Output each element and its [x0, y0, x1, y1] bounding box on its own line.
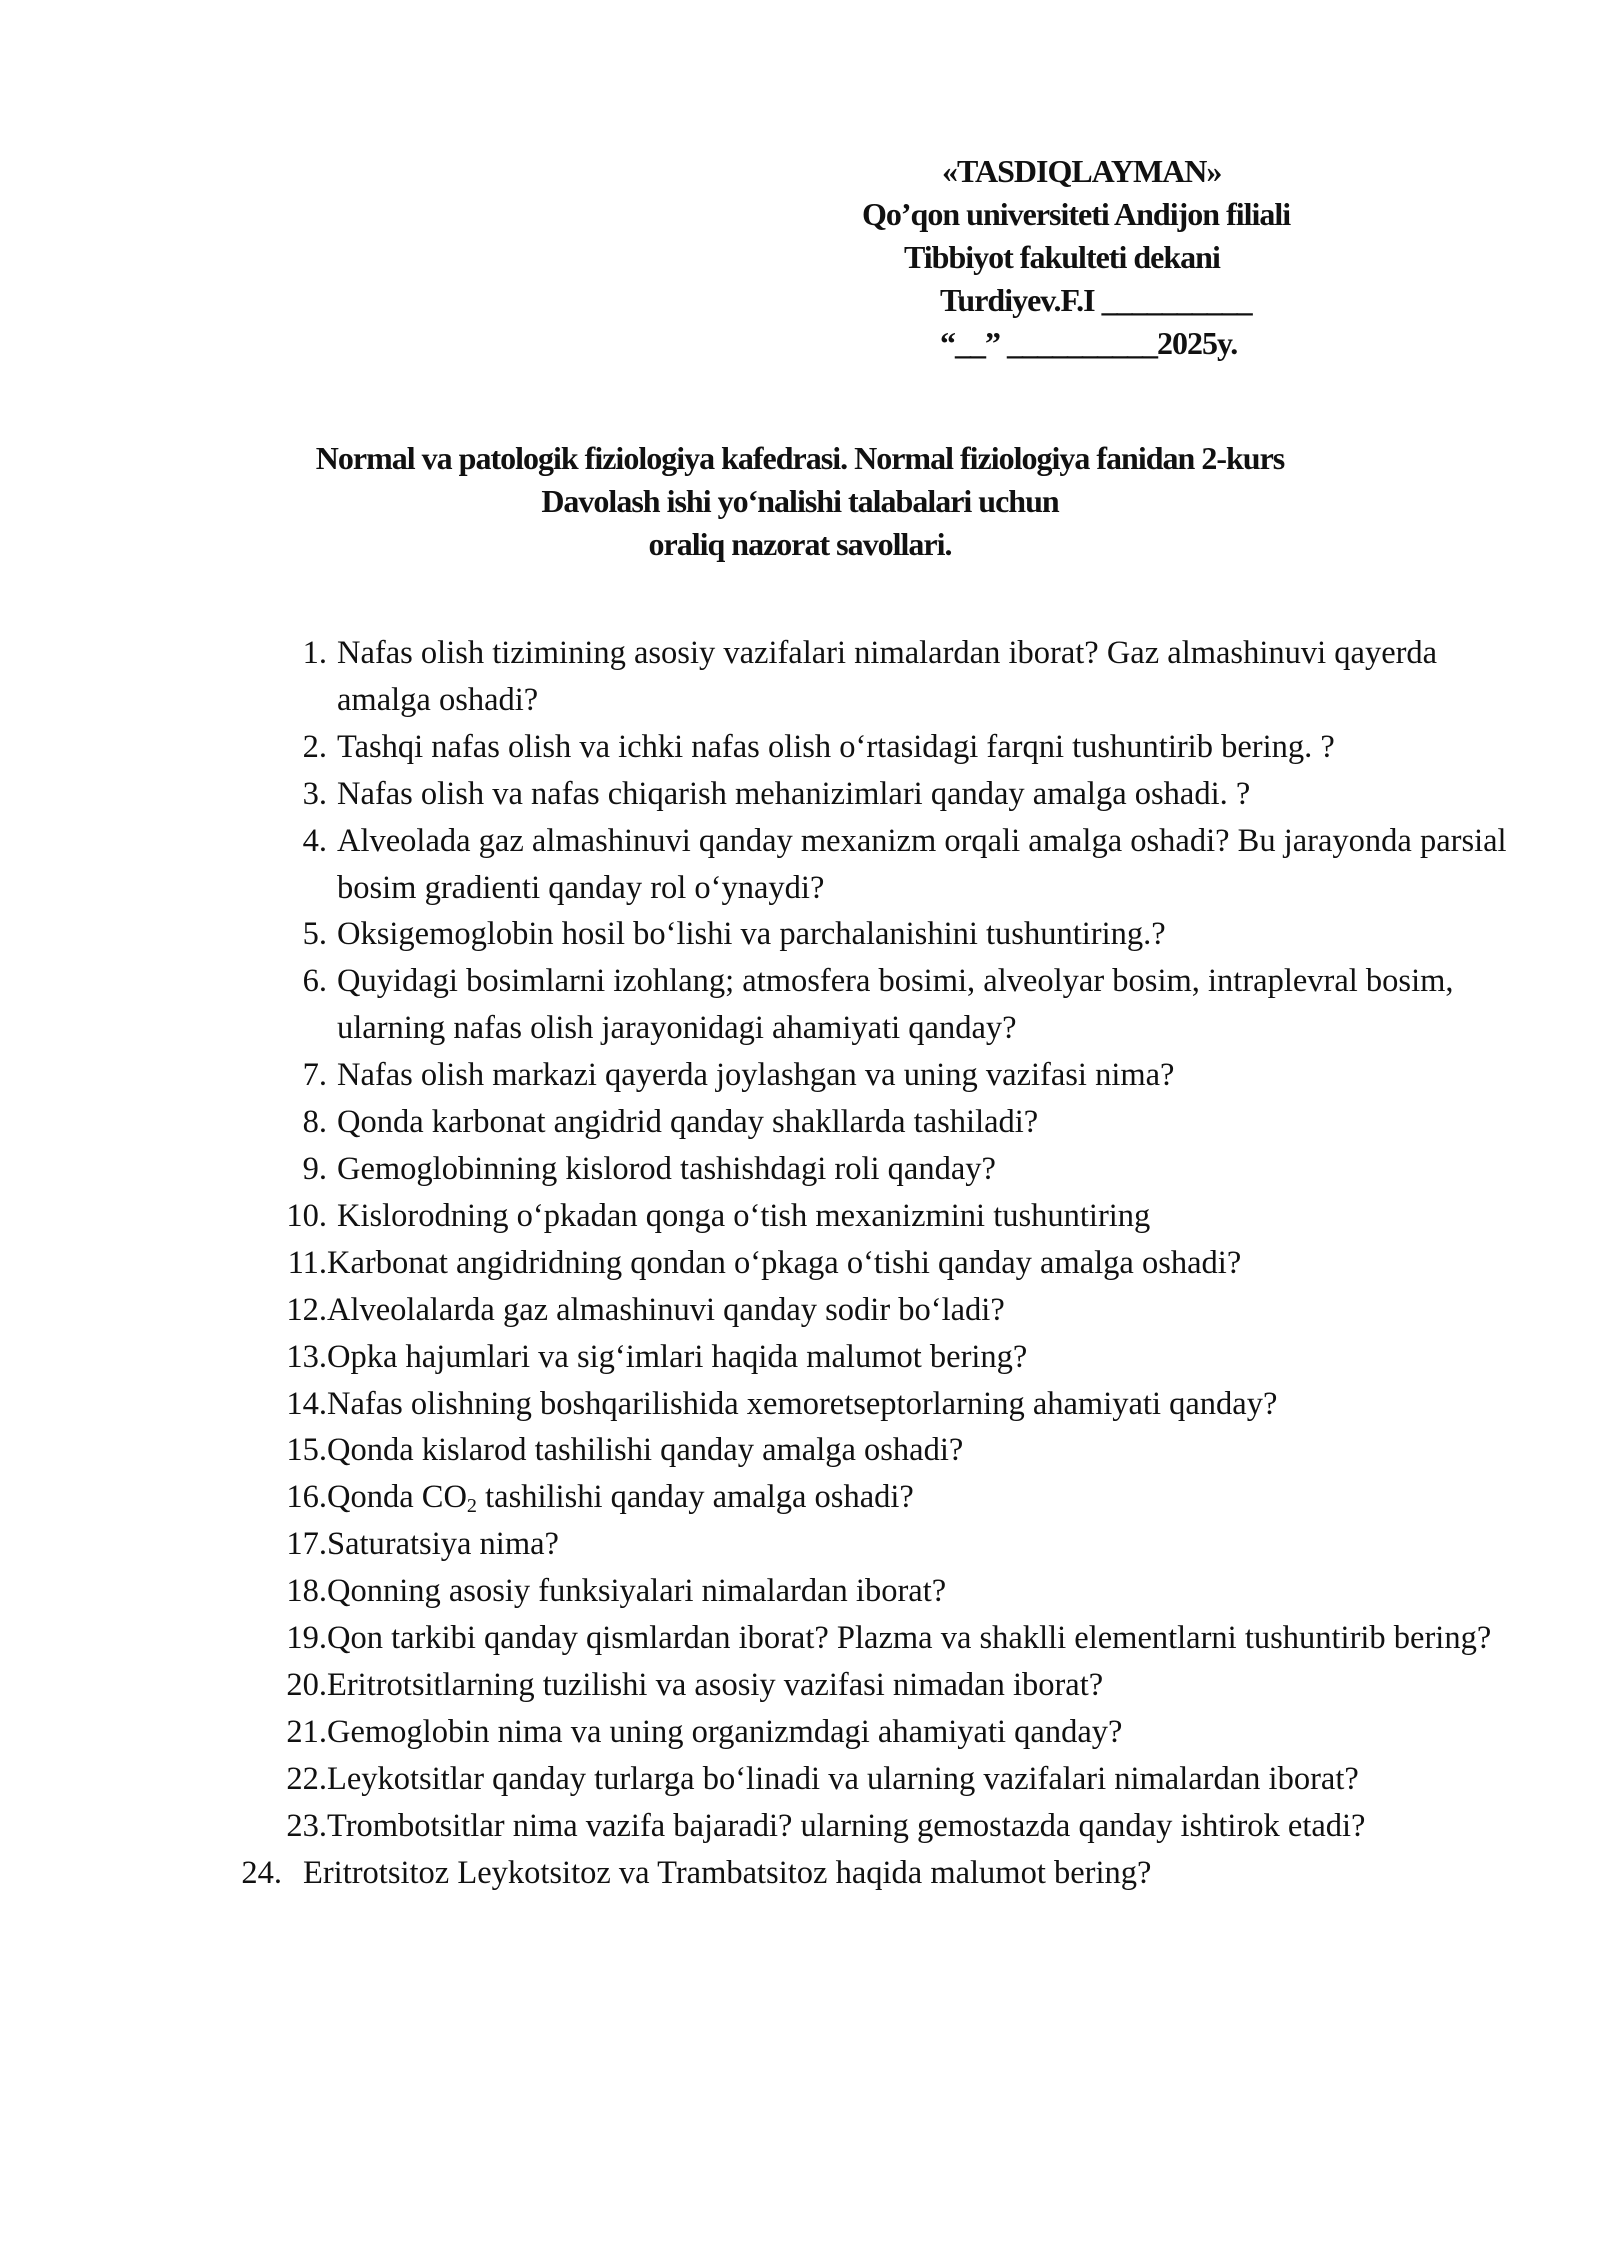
- question-text: Nafas olish tizimining asosiy vazifalari nimalardan iborat? Gaz almashinuvi qayerda amalga oshadi?: [337, 635, 1438, 718]
- question-text: Quyidagi bosimlarni izohlang; atmosfera bosimi, alveolyar bosim, intraplevral bosim, ularning nafas olish jarayonidagi ahamiyati qanday?: [337, 963, 1454, 1047]
- approval-title: «TASDIQLAYMAN»: [942, 153, 1222, 189]
- question-item: [275, 724, 1535, 771]
- question-text: Nafas olishning boshqarilishida xemoretseptorlarning ahamiyati qanday?: [327, 1385, 1278, 1422]
- question-item: [275, 771, 1535, 818]
- question-number: 19.: [286, 1620, 327, 1657]
- question-number: 12.: [286, 1291, 327, 1328]
- question-text: [327, 1474, 1535, 1521]
- question-text: Eritrotsitoz Leykotsitoz va Trambatsitoz haqida malumot bering?: [303, 1854, 1152, 1891]
- question-number: 17.: [286, 1526, 327, 1563]
- question-text: Oksigemoglobin hosil bo‘lishi va parchalanishini tushuntiring.?: [337, 916, 1166, 953]
- question-text: Gemoglobin nima va uning organizmdagi ahamiyati qanday?: [327, 1713, 1123, 1750]
- question-text: Gemoglobinning kislorod tashishdagi roli qanday?: [337, 1150, 996, 1187]
- question-number: 23.: [286, 1807, 327, 1844]
- question-number: 22.: [286, 1760, 327, 1797]
- question-item: [275, 958, 1535, 1052]
- question-item: [275, 1709, 1535, 1756]
- question-number: 4.: [302, 822, 327, 859]
- question-item: [275, 1568, 1535, 1615]
- question-number: 2.: [302, 728, 327, 765]
- question-text: Saturatsiya nima?: [327, 1526, 559, 1563]
- question-text: Qon tarkibi qanday qismlardan iborat? Plazma va shaklli elementlarni tushuntirib bering?: [327, 1620, 1492, 1657]
- question-text: Alveolalarda gaz almashinuvi qanday sodir bo‘ladi?: [327, 1291, 1005, 1328]
- question-number: 9.: [302, 1150, 327, 1187]
- question-text: Qonda karbonat angidrid qanday shakllarda tashiladi?: [337, 1104, 1039, 1141]
- question-item: [275, 1240, 1535, 1287]
- question-number: 7.: [302, 1057, 327, 1094]
- approval-block: [780, 150, 1460, 365]
- question-text: Qonning asosiy funksiyalari nimalardan iborat?: [327, 1573, 947, 1610]
- question-item: [275, 1287, 1535, 1334]
- document-heading: [0, 437, 1600, 566]
- question-number: 14.: [286, 1385, 327, 1422]
- question-number: 15.: [286, 1432, 327, 1469]
- question-item: [275, 1146, 1535, 1193]
- question-item: [275, 1334, 1535, 1381]
- question-text: Alveolada gaz almashinuvi qanday mexanizm orqali amalga oshadi? Bu jarayonda parsial bosim gradienti qanday rol o‘ynaydi?: [337, 822, 1507, 906]
- question-number: 1.: [302, 635, 327, 671]
- question-item: [275, 630, 1535, 724]
- question-text: Karbonat angidridning qondan o‘pkaga o‘tishi qanday amalga oshadi?: [327, 1244, 1242, 1281]
- question-item: [275, 1615, 1535, 1662]
- question-number: 3.: [302, 775, 327, 812]
- questions-list: [241, 630, 1535, 1896]
- question-number: 5.: [302, 916, 327, 953]
- question-item: [275, 1193, 1535, 1240]
- heading-line-2: Davolash ishi yo‘nalishi talabalari uchun: [541, 483, 1059, 519]
- question-text-part: tashilishi qanday amalga oshadi?: [477, 1479, 914, 1516]
- question-item: [275, 818, 1535, 912]
- question-text: Kislorodning o‘pkadan qonga o‘tish mexanizmini tushuntiring: [337, 1197, 1151, 1234]
- question-item: [275, 1427, 1535, 1474]
- question-number: 6.: [302, 963, 327, 1000]
- question-item: [275, 1756, 1535, 1803]
- question-number: 13.: [286, 1338, 327, 1375]
- question-number: 10.: [286, 1197, 327, 1234]
- question-number: 18.: [286, 1573, 327, 1610]
- question-item: [275, 1662, 1535, 1709]
- question-text: Opka hajumlari va sig‘imlari haqida malumot bering?: [327, 1338, 1028, 1375]
- question-item: [275, 911, 1535, 958]
- question-text: Nafas olish va nafas chiqarish mehanizimlari qanday amalga oshadi. ?: [337, 775, 1251, 812]
- question-text-part: Qonda CO: [327, 1479, 467, 1516]
- subscript-2: 2: [466, 1495, 477, 1518]
- question-item: [228, 1850, 1535, 1897]
- question-text: Leykotsitlar qanday turlarga bo‘linadi va ularning vazifalari nimalardan iborat?: [327, 1760, 1359, 1797]
- question-text: Tashqi nafas olish va ichki nafas olish o‘rtasidagi farqni tushuntirib bering. ?: [337, 728, 1335, 765]
- question-item: [275, 1521, 1535, 1568]
- question-text: Nafas olish markazi qayerda joylashgan va uning vazifasi nima?: [337, 1057, 1175, 1094]
- question-item: [275, 1803, 1535, 1850]
- heading-line-1: Normal va patologik fiziologiya kafedrasi. Normal fiziologiya fanidan 2-kurs: [315, 440, 1285, 476]
- question-number: 20.: [286, 1666, 327, 1703]
- question-number: 8.: [302, 1104, 327, 1141]
- approval-university: Qo’qon universiteti Andijon filiali: [862, 196, 1291, 232]
- question-number: 21.: [286, 1713, 327, 1750]
- question-text: Trombotsitlar nima vazifa bajaradi? ularning gemostazda qanday ishtirok etadi?: [327, 1807, 1366, 1844]
- question-number: 16.: [286, 1479, 327, 1516]
- question-item: [275, 1474, 1535, 1521]
- approval-faculty-dean: Tibbiyot fakulteti dekani: [904, 239, 1220, 275]
- question-text: Eritrotsitlarning tuzilishi va asosiy vazifasi nimadan iborat?: [327, 1666, 1104, 1703]
- approval-date-line: “__” __________2025y.: [940, 325, 1238, 361]
- question-number: 24.: [241, 1854, 282, 1891]
- question-number: 11.: [287, 1244, 327, 1281]
- question-item: [275, 1381, 1535, 1428]
- question-text: Qonda kislarod tashilishi qanday amalga oshadi?: [327, 1432, 964, 1469]
- question-item: [275, 1052, 1535, 1099]
- question-item: [275, 1099, 1535, 1146]
- approval-signature-line: Turdiyev.F.I __________: [940, 282, 1252, 318]
- heading-line-3: oraliq nazorat savollari.: [648, 526, 952, 562]
